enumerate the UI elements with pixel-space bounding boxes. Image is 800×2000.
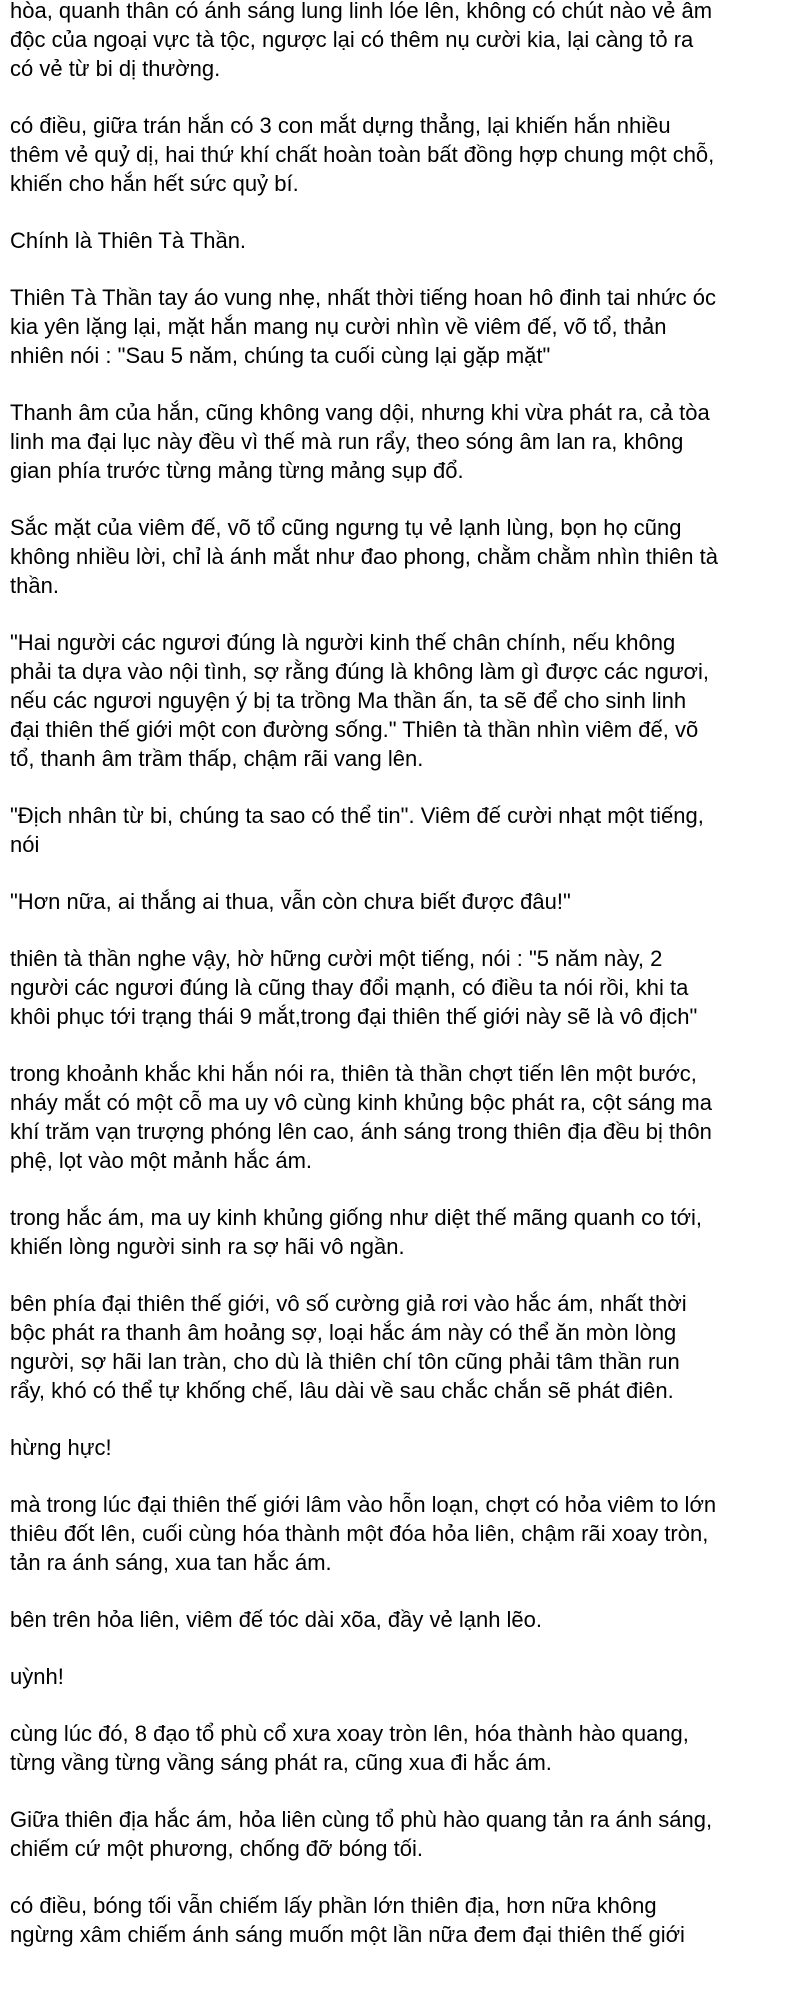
paragraph-15: mà trong lúc đại thiên thế giới lâm vào hỗn loạn, chợt có hỏa viêm to lớn thiêu đốt lên, cuối cùng hóa thành một đóa hỏa liên, chậm rãi xoay tròn, tản ra ánh sáng, xua tan hắc ám. <box>10 1492 717 1575</box>
paragraph-4: Thiên Tà Thần tay áo vung nhẹ, nhất thời tiếng hoan hô đinh tai nhức óc kia yên lặng lại, mặt hắn mang nụ cười nhìn về viêm đế, võ tổ, thản nhiên nói : "Sau 5 năm, chúng ta cuối cùng lại gặp mặt" <box>10 285 716 368</box>
paragraph-20: có điều, bóng tối vẫn chiếm lấy phần lớn thiên địa, hơn nữa không ngừng xâm chiếm ánh sáng muốn một lần nữa đem đại thiên thế giới <box>10 1893 685 1947</box>
paragraph-12: trong hắc ám, ma uy kinh khủng giống như diệt thế mãng quanh co tới, khiến lòng người sinh ra sợ hãi vô ngần. <box>10 1205 703 1259</box>
paragraph-16: bên trên hỏa liên, viêm đế tóc dài xõa, đầy vẻ lạnh lẽo. <box>10 1607 543 1632</box>
paragraph-18: cùng lúc đó, 8 đạo tổ phù cổ xưa xoay tròn lên, hóa thành hào quang, từng vầng từng vầng sáng phát ra, cũng xua đi hắc ám. <box>10 1721 689 1775</box>
paragraph-11: trong khoảnh khắc khi hắn nói ra, thiên tà thần chợt tiến lên một bước, nháy mắt có một cỗ ma uy vô cùng kinh khủng bộc phát ra, cột sáng ma khí trăm vạn trượng phóng lên cao, ánh sáng trong thiên địa đều bị thôn phệ, lọt vào một mảnh hắc ám. <box>10 1061 712 1173</box>
paragraph-5: Thanh âm của hắn, cũng không vang dội, nhưng khi vừa phát ra, cả tòa linh ma đại lục này đều vì thế mà run rẩy, theo sóng âm lan ra, không gian phía trước từng mảng từng mảng sụp đổ. <box>10 400 710 483</box>
paragraph-13: bên phía đại thiên thế giới, vô số cường giả rơi vào hắc ám, nhất thời bộc phát ra thanh âm hoảng sợ, loại hắc ám này có thể ăn mòn lòng người, sợ hãi lan tràn, cho dù là thiên chí tôn cũng phải tâm thần run rẩy, khó có thể tự khống chế, lâu dài về sau chắc chắn sẽ phát điên. <box>10 1291 687 1403</box>
paragraph-3: Chính là Thiên Tà Thần. <box>10 228 247 253</box>
paragraph-19: Giữa thiên địa hắc ám, hỏa liên cùng tổ phù hào quang tản ra ánh sáng, chiếm cứ một phương, chống đỡ bóng tối. <box>10 1807 713 1861</box>
paragraph-17: uỳnh! <box>10 1664 64 1689</box>
paragraph-10: thiên tà thần nghe vậy, hờ hững cười một tiếng, nói : "5 năm này, 2 người các ngươi đúng là cũng thay đổi mạnh, có điều ta nói rồi, khi ta khôi phục tới trạng thái 9 mắt,trong đại thiên thế giới này sẽ là vô địch" <box>10 946 698 1029</box>
paragraph-2: có điều, giữa trán hắn có 3 con mắt dựng thẳng, lại khiến hắn nhiều thêm vẻ quỷ dị, hai thứ khí chất hoàn toàn bất đồng hợp chung một chỗ, khiến cho hắn hết sức quỷ bí. <box>10 113 715 196</box>
paragraph-7: "Hai người các ngươi đúng là người kinh thế chân chính, nếu không phải ta dựa vào nội tình, sợ rằng đúng là không làm gì được các ngươi, nếu các ngươi nguyện ý bị ta trồng Ma thần ấn, ta sẽ để cho sinh linh đại thiên thế giới một con đường sống." Thiên tà thần nhìn viêm đế, võ tổ, thanh âm trầm thấp, chậm rãi vang lên. <box>10 630 709 771</box>
article-body <box>10 0 800 1949</box>
paragraph-14: hừng hực! <box>10 1435 112 1460</box>
paragraph-6: Sắc mặt của viêm đế, võ tổ cũng ngưng tụ vẻ lạnh lùng, bọn họ cũng không nhiều lời, chỉ là ánh mắt như đao phong, chằm chằm nhìn thiên tà thần. <box>10 515 718 598</box>
paragraph-1: hòa, quanh thân có ánh sáng lung linh lóe lên, không có chút nào vẻ âm độc của ngoại vực tà tộc, ngược lại có thêm nụ cười kia, lại càng tỏ ra có vẻ từ bi dị thường. <box>10 0 713 81</box>
paragraph-9: "Hơn nữa, ai thắng ai thua, vẫn còn chưa biết được đâu!" <box>10 889 571 914</box>
paragraph-8: "Địch nhân từ bi, chúng ta sao có thể tin". Viêm đế cười nhạt một tiếng, nói <box>10 803 704 857</box>
